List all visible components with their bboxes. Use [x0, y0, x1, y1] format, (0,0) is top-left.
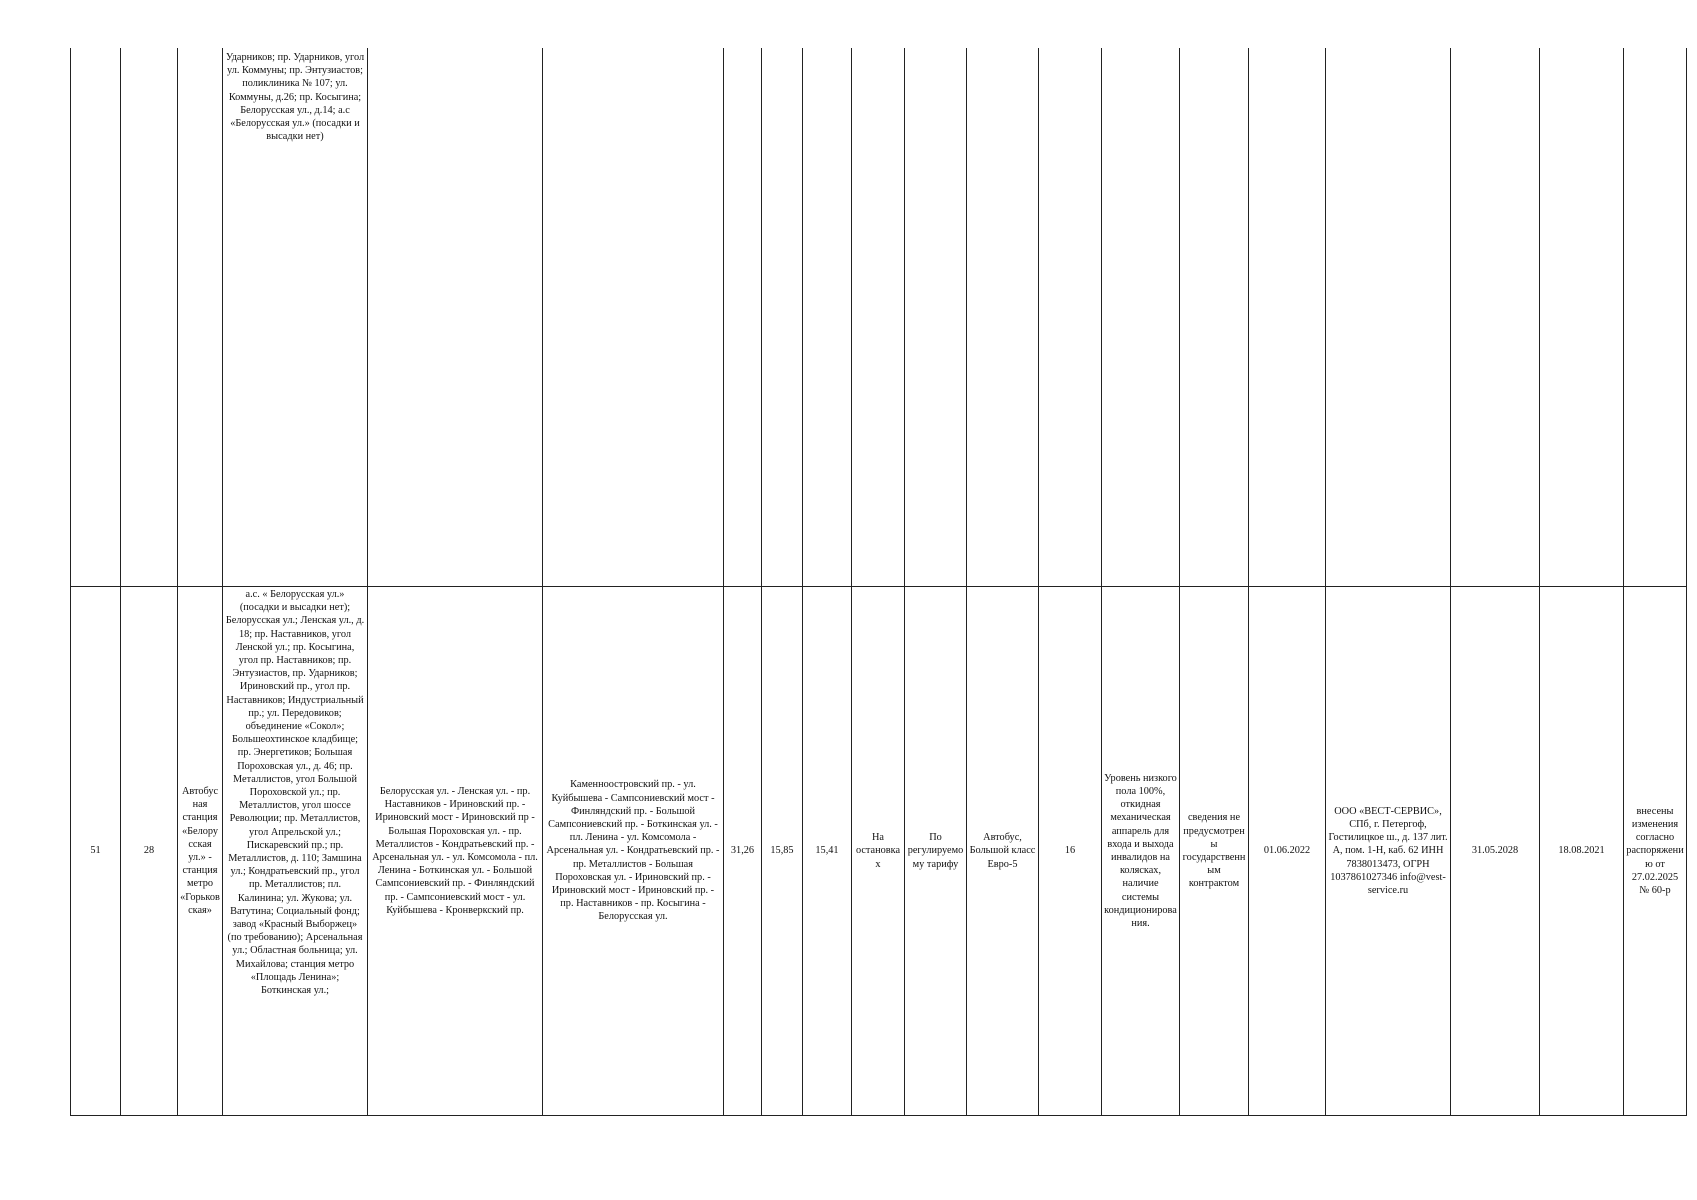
cell-path-forward [368, 48, 543, 587]
cell-len-total: 15,41 [803, 587, 852, 1116]
cell-name: Автобусная станция «Белорусская ул.» - станция метро «Горьковская» [178, 587, 223, 1116]
cell-boarding [852, 48, 905, 587]
cell-route [121, 48, 178, 587]
routes-registry-table [70, 48, 1687, 1116]
cell-boarding: На остановках [852, 587, 905, 1116]
cell-num: 51 [71, 587, 121, 1116]
cell-end-date: 31.05.2028 [1451, 587, 1540, 1116]
cell-len-total [803, 48, 852, 587]
cell-path-backward [543, 48, 724, 587]
cell-carrier [1326, 48, 1451, 587]
cell-carrier: ООО «ВЕСТ-СЕРВИС», СПб, г. Петергоф, Гостилицкое ш., д. 137 лит. А, пом. 1-Н, каб. 62 ИНН 7838013473, ОГРН 1037861027346 info@vest-service.ru [1326, 587, 1451, 1116]
cell-start-date [1249, 48, 1326, 587]
cell-len-backward: 15,85 [762, 587, 803, 1116]
cell-stops: Ударников; пр. Ударников, угол ул. Коммуны; пр. Энтузиастов; поликлиника № 107; ул. Коммуны, д.26; пр. Косыгина; Белорусская ул., д.14; а.с «Белорусская ул.» (посадки и высадки нет) [223, 48, 368, 587]
cell-len-forward [724, 48, 762, 587]
cell-len-forward: 31,26 [724, 587, 762, 1116]
cell-path-backward: Каменноостровский пр. - ул. Куйбышева - Сампсониевский мост - Финляндский пр. - Большой Сампсониевский пр. - Боткинская ул. - пл. Ленина - ул. Комсомола - Арсенальная ул. - Кондратьевский пр. - пр. Металлистов - Большая Пороховская ул. - Ириновский пр. - Ириновский мост - Ириновский пр. - пр. Наставников - пр. Косыгина - Белорусская ул. [543, 587, 724, 1116]
table-row-51 [71, 587, 1687, 1116]
table-row-continued [71, 48, 1687, 587]
cell-features: Уровень низкого пола 100%, откидная механическая аппарель для входа и выхода инвалидов на колясках, наличие системы кондиционирования. [1102, 587, 1180, 1116]
cell-stops: а.с. « Белорусская ул.» (посадки и высадки нет); Белорусская ул.; Ленская ул., д. 18; пр. Наставников, угол Ленской ул.; пр. Косыгина, угол пр. Наставников; пр. Энтузиастов, пр. Ударников; Ириновский пр., угол пр. Наставников; Индустриальный пр.; ул. Передовиков; объединение «Сокол»; Большеохтинское кладбище; пр. Энергетиков; Большая Пороховская ул., д. 46; пр. Металлистов, угол Большой Пороховской ул.; пр. Металлистов, угол шоссе Революции; пр. Металлистов, угол Апрельской ул.; Пискаревский пр.; пр. Металлистов, д. 110; Замшина ул.; Кондратьевский пр., угол пр. Металлистов; пл. Калинина; ул. Жукова; ул. Ватутина; Социальный фонд; завод «Красный Выборжец» (по требованию); Арсенальная ул.; Областная больница; ул. Михайлова; станция метро «Площадь Ленина»; Боткинская ул.; [223, 587, 368, 1116]
cell-reg-date [1540, 48, 1624, 587]
cell-start-date: 01.06.2022 [1249, 587, 1326, 1116]
cell-vehicle [967, 48, 1039, 587]
cell-count: 16 [1039, 587, 1102, 1116]
cell-notes [1624, 48, 1687, 587]
cell-route: 28 [121, 587, 178, 1116]
cell-count [1039, 48, 1102, 587]
cell-num [71, 48, 121, 587]
cell-end-date [1451, 48, 1540, 587]
cell-name [178, 48, 223, 587]
cell-notes: внесены изменения согласно распоряжению от 27.02.2025 № 60-р [1624, 587, 1687, 1116]
cell-path-forward: Белорусская ул. - Ленская ул. - пр. Наставников - Ириновский пр. - Ириновский мост - Ириновский пр - Большая Пороховская ул. - пр. Металлистов - Кондратьевский пр. - Арсенальная ул. - ул. Комсомола - пл. Ленина - Боткинская ул. - Большой Сампсониевский пр. - Финляндский пр. - Сампсониевский мост - ул. Куйбышева - Кронверкский пр. [368, 587, 543, 1116]
cell-vehicle: Автобус, Большой класс Евро-5 [967, 587, 1039, 1116]
cell-tariff: По регулируемому тарифу [905, 587, 967, 1116]
cell-features [1102, 48, 1180, 587]
cell-tariff [905, 48, 967, 587]
cell-len-backward [762, 48, 803, 587]
cell-reg-date: 18.08.2021 [1540, 587, 1624, 1116]
cell-contract [1180, 48, 1249, 587]
cell-contract: сведения не предусмотрены государственным контрактом [1180, 587, 1249, 1116]
